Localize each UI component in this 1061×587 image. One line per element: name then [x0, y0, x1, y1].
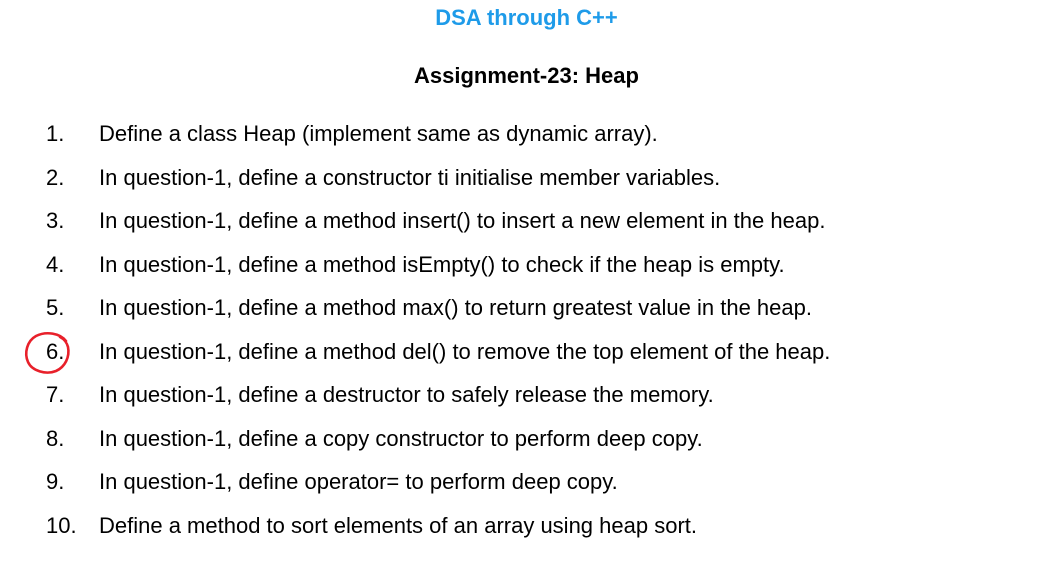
question-number: 7. — [46, 382, 65, 407]
question-text: Define a class Heap (implement same as dynamic array). — [99, 121, 658, 146]
question-number: 10. — [46, 512, 77, 538]
question-number: 8. — [46, 425, 65, 451]
question-text: In question-1, define a destructor to safely release the memory. — [99, 382, 714, 407]
question-text: Define a method to sort elements of an array using heap sort. — [99, 512, 697, 538]
question-number: 5. — [46, 295, 65, 320]
question-number: 2. — [46, 164, 65, 190]
question-number: 4. — [46, 251, 65, 277]
question-text: In question-1, define a method max() to return greatest value in the heap. — [99, 295, 812, 320]
question-number: 6. — [46, 338, 65, 364]
question-text: In question-1, define operator= to perform deep copy. — [99, 469, 618, 494]
question-number: 9. — [46, 469, 65, 494]
assignment-title: Assignment-23: Heap — [414, 63, 639, 88]
red-circle-annotation-icon — [22, 329, 74, 377]
question-number: 3. — [46, 208, 65, 233]
question-text: In question-1, define a method isEmpty() to check if the heap is empty. — [99, 251, 785, 277]
question-text: In question-1, define a method insert() to insert a new element in the heap. — [99, 208, 826, 233]
question-text: In question-1, define a method del() to remove the top element of the heap. — [99, 338, 831, 364]
question-text: In question-1, define a constructor ti initialise member variables. — [99, 164, 721, 190]
question-number: 1. — [46, 121, 65, 146]
course-title: DSA through C++ — [435, 5, 618, 30]
question-text: In question-1, define a copy constructor to perform deep copy. — [99, 425, 703, 451]
